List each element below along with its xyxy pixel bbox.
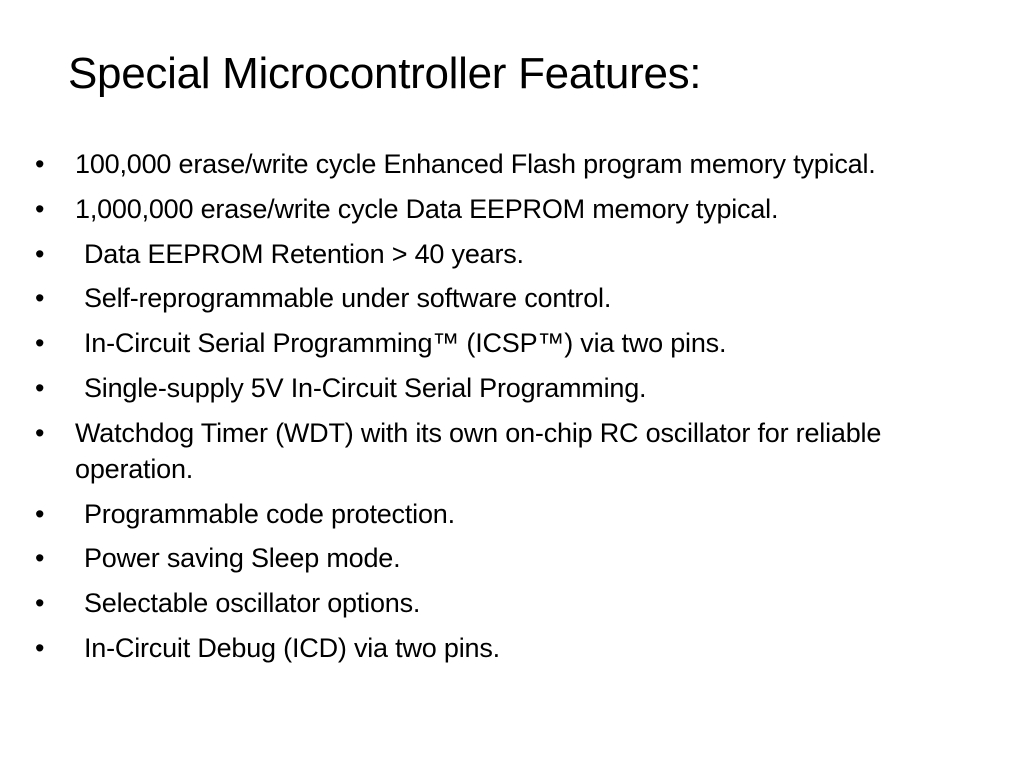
bullet-icon: • xyxy=(35,417,45,448)
list-item-text: 100,000 erase/write cycle Enhanced Flash program memory typical. xyxy=(75,149,876,179)
list-item xyxy=(0,146,1024,182)
feature-list xyxy=(0,146,1024,675)
list-item xyxy=(0,325,1024,361)
list-item-text: Single-supply 5V In-Circuit Serial Programming. xyxy=(84,372,647,403)
list-item xyxy=(0,540,1024,576)
list-item xyxy=(0,415,1024,487)
bullet-icon: • xyxy=(35,238,45,269)
list-item xyxy=(0,280,1024,316)
bullet-icon: • xyxy=(35,588,45,619)
list-item-text: Self-reprogrammable under software control. xyxy=(84,283,612,314)
bullet-icon: • xyxy=(35,498,45,529)
list-item-text: Watchdog Timer (WDT) with its own on-chip RC oscillator for reliable operation. xyxy=(75,417,882,484)
list-item xyxy=(0,630,1024,666)
list-item-text: In-Circuit Serial Programming™ (ICSP™) via two pins. xyxy=(84,328,727,359)
slide-title: Special Microcontroller Features: xyxy=(68,49,702,98)
bullet-icon: • xyxy=(35,193,45,224)
list-item-text: In-Circuit Debug (ICD) via two pins. xyxy=(84,632,500,663)
bullet-icon: • xyxy=(35,372,45,403)
list-item xyxy=(0,191,1024,227)
bullet-icon: • xyxy=(35,632,45,663)
list-item-text: Power saving Sleep mode. xyxy=(84,543,401,574)
list-item xyxy=(0,370,1024,406)
list-item-text: Selectable oscillator options. xyxy=(84,588,421,619)
list-item xyxy=(0,236,1024,272)
bullet-icon: • xyxy=(35,328,45,359)
list-item-text: 1,000,000 erase/write cycle Data EEPROM memory typical. xyxy=(75,193,779,224)
bullet-icon: • xyxy=(35,149,45,179)
list-item xyxy=(0,496,1024,532)
list-item xyxy=(0,585,1024,621)
list-item-text: Data EEPROM Retention > 40 years. xyxy=(84,238,524,269)
list-item-text: Programmable code protection. xyxy=(84,498,455,529)
bullet-icon: • xyxy=(35,283,45,314)
bullet-icon: • xyxy=(35,543,45,574)
